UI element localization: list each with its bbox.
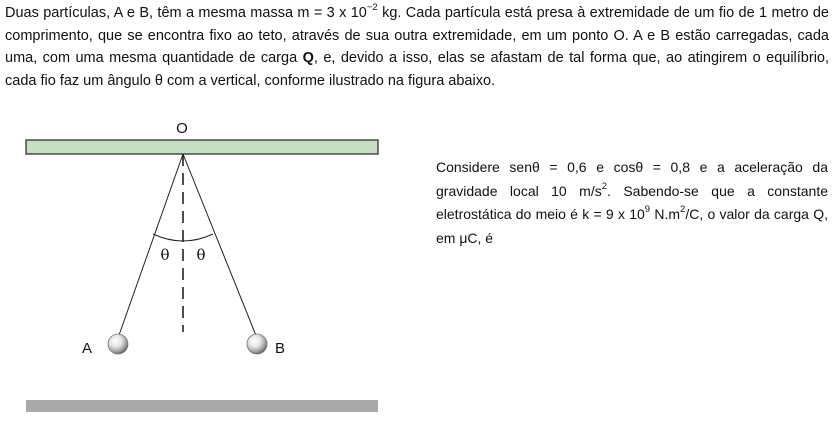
ceiling-bar: [26, 140, 378, 154]
problem-text-part3: , e, devido a isso, elas se afastam de tal forma que, ao atingirem o equilíbrio, cada fio faz um ângulo θ com a vertical, conforme ilustrado na figura abaixo.: [5, 50, 830, 89]
particle-a-label: A: [81, 340, 93, 357]
pendulum-figure: [0, 110, 400, 418]
mass-exponent: −2: [366, 2, 378, 14]
right-string: [183, 154, 257, 338]
charge-symbol: Q: [302, 50, 314, 66]
problem-statement: [5, 2, 829, 92]
question-text-part3: N.m: [650, 206, 681, 222]
left-string: [118, 154, 183, 338]
particle-a: [108, 334, 128, 354]
angle-label-left: θ: [160, 246, 170, 264]
particle-b-label: B: [274, 340, 286, 357]
floor-bar: [26, 400, 378, 412]
k-exponent: 9: [644, 204, 651, 216]
question-text-part2: . Sabendo-se que a constante eletrostática do meio é k = 9 x 10: [436, 182, 828, 222]
problem-text-part2: kg. Cada partícula está presa à extremidade de um fio de 1 metro de comprimento, que se encontra fixo ao teto, através de sua outra extremidade, em um ponto O. A e B estão carregadas, cada uma, com uma mesma quantidade de carga: [5, 5, 830, 66]
particle-b: [247, 334, 267, 354]
gravity-unit-exponent: 2: [601, 180, 608, 192]
problem-question: [436, 156, 828, 250]
question-text-part4: /C, o valor da carga Q, em μC, é: [436, 206, 828, 246]
pivot-label-o: O: [176, 120, 188, 137]
k-unit-exponent: 2: [680, 204, 686, 216]
angle-label-right: θ: [196, 246, 206, 264]
problem-text-part1: Duas partículas, A e B, têm a mesma massa m = 3 x 10: [5, 5, 367, 21]
pendulum-diagram: [0, 110, 400, 418]
question-text-part1: Considere senθ = 0,6 e cosθ = 0,8 e a aceleração da gravidade local 10 m/s: [436, 159, 828, 199]
